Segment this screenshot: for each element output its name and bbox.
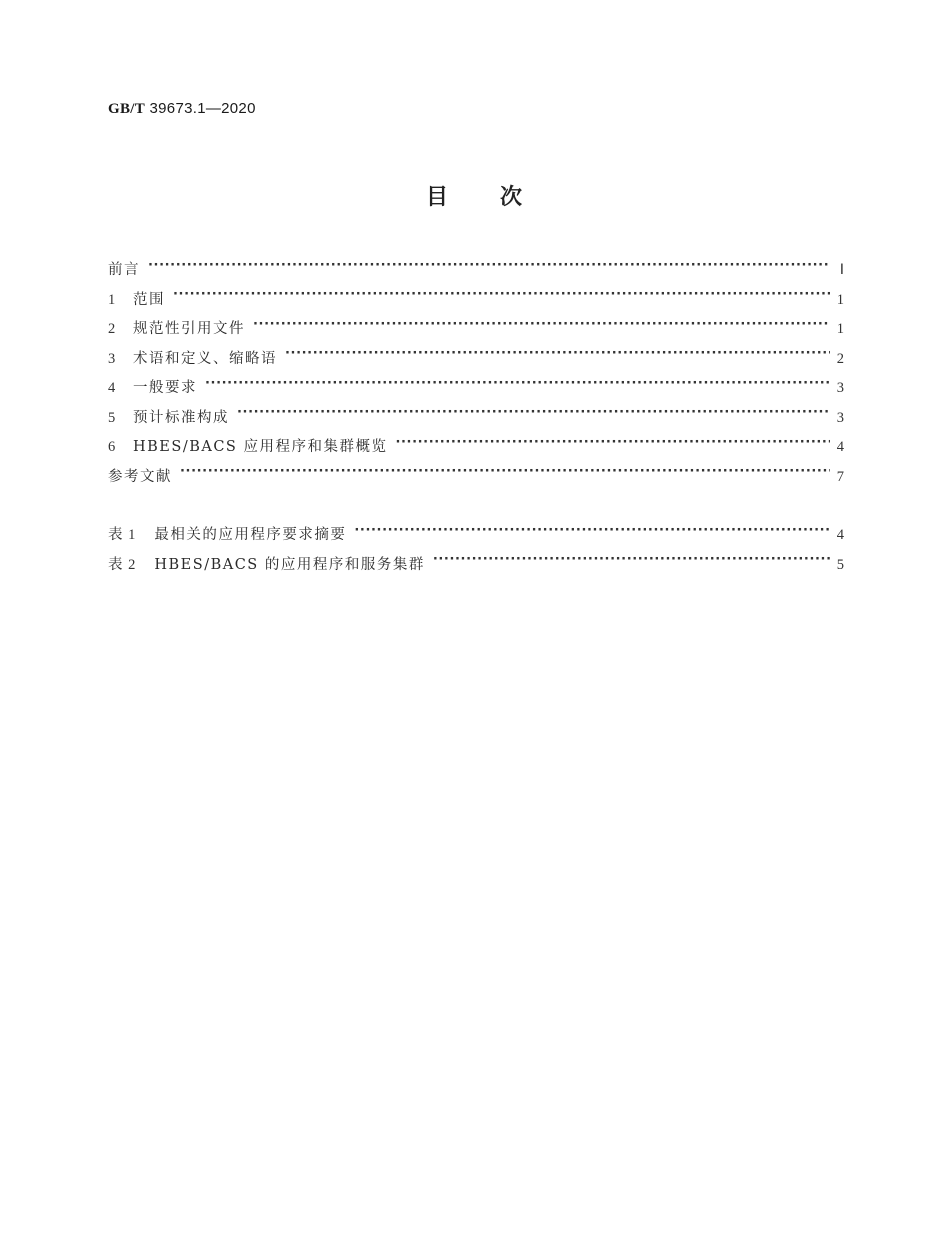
toc-heading <box>0 180 950 211</box>
toc-leader-dots <box>173 289 830 304</box>
table-entry-1[interactable] <box>108 523 844 553</box>
toc-leader-dots <box>180 466 830 481</box>
toc-entry-label: 参考文献 <box>108 468 172 485</box>
toc-entry-page: 7 <box>836 468 844 485</box>
toc-entry-foreword[interactable] <box>108 258 844 288</box>
toc-entry-label: 术语和定义、缩略语 <box>133 350 277 367</box>
toc-leader-dots <box>354 525 830 540</box>
toc-leader-dots <box>237 407 830 422</box>
toc-entry-number: 6 <box>108 439 116 455</box>
toc-entry-6[interactable] <box>108 435 844 465</box>
toc-entry-label: 一般要求 <box>133 380 197 396</box>
table-entry-number: 表 2 <box>108 556 137 573</box>
table-entry-number: 表 1 <box>108 527 137 543</box>
toc-entry-3[interactable] <box>108 347 844 377</box>
toc-entry-number: 2 <box>108 321 116 337</box>
toc-heading-char-1: 目 <box>425 185 450 210</box>
toc-leader-dots <box>148 260 830 275</box>
toc-entry-page: 1 <box>836 291 844 308</box>
toc-entry-label: 前言 <box>108 262 140 278</box>
table-entry-2[interactable] <box>108 553 844 583</box>
toc-list <box>108 258 844 494</box>
toc-leader-dots <box>253 319 830 334</box>
toc-entry-number: 4 <box>108 380 116 396</box>
toc-entry-2[interactable] <box>108 317 844 347</box>
table-entry-page: 4 <box>836 527 844 543</box>
toc-entry-label: 规范性引用文件 <box>133 321 245 337</box>
table-entry-label: HBES/BACS 的应用程序和服务集群 <box>154 556 425 573</box>
toc-entry-page: 4 <box>836 439 844 455</box>
toc-entry-label: 范围 <box>133 291 165 308</box>
toc-leader-dots <box>395 437 830 452</box>
toc-entry-1[interactable] <box>108 288 844 318</box>
toc-entry-5[interactable] <box>108 406 844 436</box>
table-entry-label: 最相关的应用程序要求摘要 <box>154 527 347 543</box>
standard-number <box>108 100 256 118</box>
toc-entry-4[interactable] <box>108 376 844 406</box>
toc-entry-label: HBES/BACS 应用程序和集群概览 <box>133 439 388 455</box>
toc-entry-page: 3 <box>836 409 844 426</box>
table-entry-page: 5 <box>836 556 844 573</box>
toc-entry-page: 2 <box>836 350 844 367</box>
toc-leader-dots <box>205 378 830 393</box>
toc-leader-dots <box>285 348 830 363</box>
toc-entry-bibliography[interactable] <box>108 465 844 495</box>
standard-code: GB/T <box>108 101 146 117</box>
toc-entry-page: Ⅰ <box>839 262 844 278</box>
toc-entry-page: 1 <box>836 321 844 337</box>
toc-entry-number: 3 <box>108 350 116 367</box>
toc-entry-number: 5 <box>108 409 116 426</box>
standard-id: 39673.1—2020 <box>149 100 256 117</box>
toc-entry-label: 预计标准构成 <box>133 409 229 426</box>
toc-entry-number: 1 <box>108 291 116 308</box>
table-list <box>108 523 844 582</box>
toc-entry-page: 3 <box>836 380 844 396</box>
toc-heading-char-2: 次 <box>500 185 525 210</box>
toc-leader-dots <box>433 554 830 569</box>
